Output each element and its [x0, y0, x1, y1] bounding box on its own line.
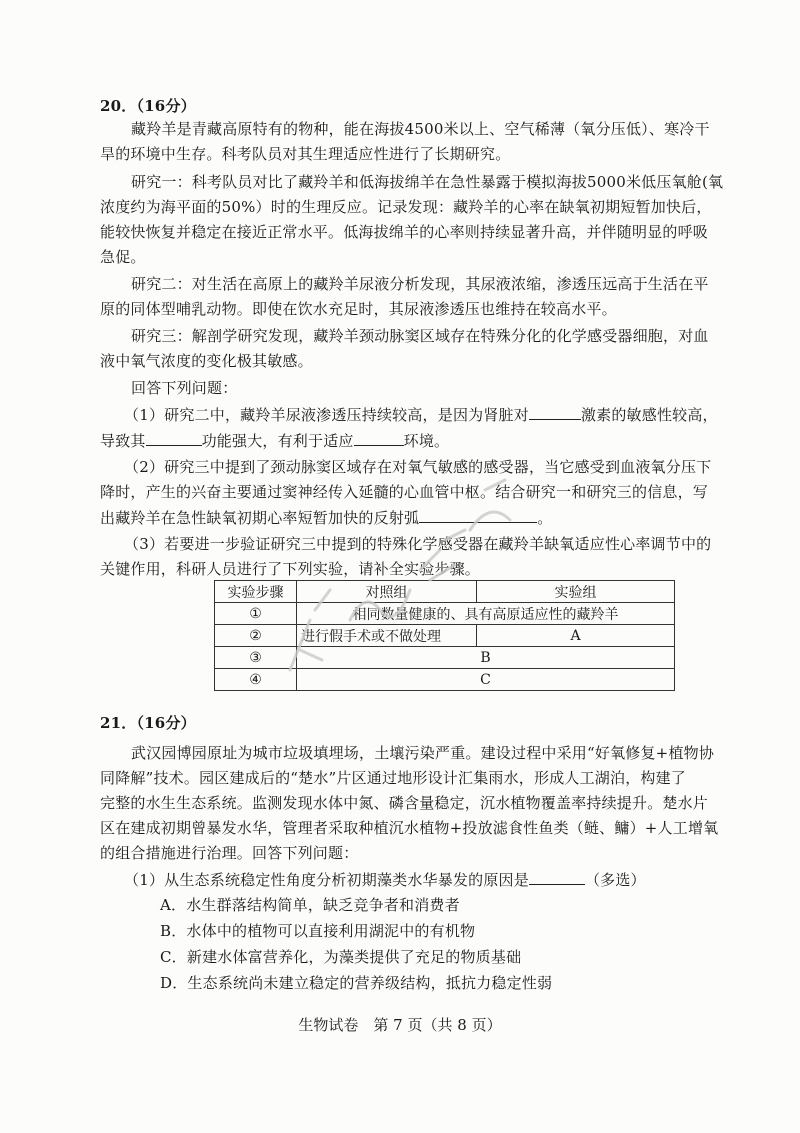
q20-intro-line-1: 藏羚羊是青藏高原特有的物种，能在海拔4500米以上、空气稀薄（氧分压低）、寒冷干 — [131, 120, 710, 138]
q21-intro-line-1: 武汉园博园原址为城市垃圾填埋场，土壤污染严重。建设过程中采用“好氧修复+植物协 — [131, 744, 715, 762]
table-merged-cell: B — [297, 647, 675, 669]
q20-study3-line-2: 液中氧气浓度的变化极其敏感。 — [100, 352, 313, 370]
q20-sub1-text-e: 环境。 — [403, 432, 450, 450]
table-experiment-cell: A — [477, 625, 675, 647]
answer-blank-reflex-arc[interactable] — [419, 507, 537, 523]
q20-sub1-text-b: 激素的敏感性较高， — [580, 406, 718, 424]
table-row — [215, 625, 675, 647]
q20-sub2-text-b: 。 — [537, 509, 553, 527]
q21-option-c: C．新建水体富营养化，为藻类提供了充足的物质基础 — [160, 948, 522, 966]
table-header-row — [215, 581, 675, 603]
q21-header: 21．（16分） — [100, 714, 196, 732]
q20-study2-line-2: 原的同体型哺乳动物。即使在饮水充足时，其尿液渗透压也维持在较高水平。 — [100, 300, 617, 318]
q20-sub2-line-2: 降时，产生的兴奋主要通过窦神经传入延髓的心血管中枢。结合研究一和研究三的信息，写 — [100, 483, 709, 501]
q21-intro-line-5: 的组合措施进行治理。回答下列问题： — [100, 844, 359, 862]
q20-sub3-line-1: （3）若要进一步验证研究三中提到的特殊化学感受器在藏羚羊缺氧适应性心率调节中的 — [124, 535, 712, 553]
q20-sub1-text-c: 导致其 — [100, 432, 146, 450]
table-step-cell: ④ — [215, 669, 297, 691]
q20-sub2-text-a: 出藏羚羊在急性缺氧初期心率短暂加快的反射弧 — [100, 509, 420, 527]
q20-sub1-line-2 — [100, 430, 449, 451]
q20-study1-line-1: 研究一：科考队员对比了藏羚羊和低海拔绵羊在急性暴露于模拟海拔5000米低压氧舱(氧 — [131, 173, 724, 191]
answer-blank-function[interactable] — [146, 430, 202, 446]
answer-blank-hormone[interactable] — [529, 404, 581, 420]
q21-sub1-multi-select: （多选） — [584, 871, 646, 889]
q20-study2-line-1: 研究二：对生活在高原上的藏羚羊尿液分析发现，其尿液浓缩，渗透压远高于生活在平 — [131, 275, 709, 293]
experiment-table — [214, 580, 675, 691]
table-row — [215, 603, 675, 625]
answer-blank-algae-cause[interactable] — [529, 869, 585, 885]
q20-study1-line-2: 浓度约为海平面的50%）时的生理反应。记录发现：藏羚羊的心率在缺氧初期短暂加快后， — [100, 198, 712, 216]
table-row — [215, 669, 675, 691]
q21-option-a: A．水生群落结构简单，缺乏竞争者和消费者 — [160, 896, 460, 914]
table-control-cell: 进行假手术或不做处理 — [297, 625, 477, 647]
q20-sub1-line-1 — [124, 404, 718, 425]
q20-study1-line-4: 急促。 — [100, 248, 146, 266]
q20-answer-prompt: 回答下列问题： — [131, 379, 238, 397]
q20-sub2-line-1: （2）研究三中提到了颈动脉窦区域存在对氧气敏感的感受器，当它感受到血液氧分压下 — [124, 458, 712, 476]
q20-study3-line-1: 研究三：解剖学研究发现，藏羚羊颈动脉窦区域存在特殊分化的化学感受器细胞，对血 — [131, 327, 709, 345]
q20-sub1-text-d: 功能强大，有利于适应 — [201, 432, 354, 450]
q20-intro-line-2: 旱的环境中生存。科考队员对其生理适应性进行了长期研究。 — [100, 145, 511, 163]
answer-blank-environment[interactable] — [354, 430, 404, 446]
q21-option-b: B．水体中的植物可以直接利用湖泥中的有机物 — [160, 922, 476, 940]
table-step-cell: ① — [215, 603, 297, 625]
q21-option-d: D．生态系统尚未建立稳定的营养级结构，抵抗力稳定性弱 — [160, 974, 553, 992]
table-merged-cell: 相同数量健康的、具有高原适应性的藏羚羊 — [297, 603, 675, 625]
table-header-experiment: 实验组 — [477, 581, 675, 603]
table-row — [215, 647, 675, 669]
q20-sub1-text-a: （1）研究二中，藏羚羊尿液渗透压持续较高，是因为肾脏对 — [124, 406, 529, 424]
table-step-cell: ② — [215, 625, 297, 647]
q20-sub2-line-3 — [100, 507, 552, 528]
q20-study1-line-3: 能较快恢复并稳定在接近正常水平。低海拔绵羊的心率则持续显著升高，并伴随明显的呼吸 — [100, 223, 709, 241]
q21-intro-line-4: 区在建成初期曾暴发水华，管理者采取种植沉水植物+投放滤食性鱼类（鲢、鳙）+人工增氧 — [100, 819, 719, 837]
page-footer: 生物试卷 第 7 页（共 8 页） — [298, 1016, 502, 1034]
table-step-cell: ③ — [215, 647, 297, 669]
table-merged-cell: C — [297, 669, 675, 691]
q20-sub3-line-2: 关键作用，科研人员进行了下列实验，请补全实验步骤。 — [100, 560, 481, 578]
table-header-control: 对照组 — [297, 581, 477, 603]
q21-intro-line-3: 完整的水生生态系统。监测发现水体中氮、磷含量稳定，沉水植物覆盖率持续提升。楚水片 — [100, 794, 709, 812]
table-header-step: 实验步骤 — [215, 581, 297, 603]
q21-sub1-text: （1）从生态系统稳定性角度分析初期藻类水华暴发的原因是 — [124, 871, 529, 889]
q20-header: 20．（16分） — [100, 97, 196, 115]
q21-intro-line-2: 同降解”技术。园区建成后的“楚水”片区通过地形设计汇集雨水，形成人工湖泊，构建了 — [100, 769, 687, 787]
q21-sub1-line — [124, 869, 646, 890]
